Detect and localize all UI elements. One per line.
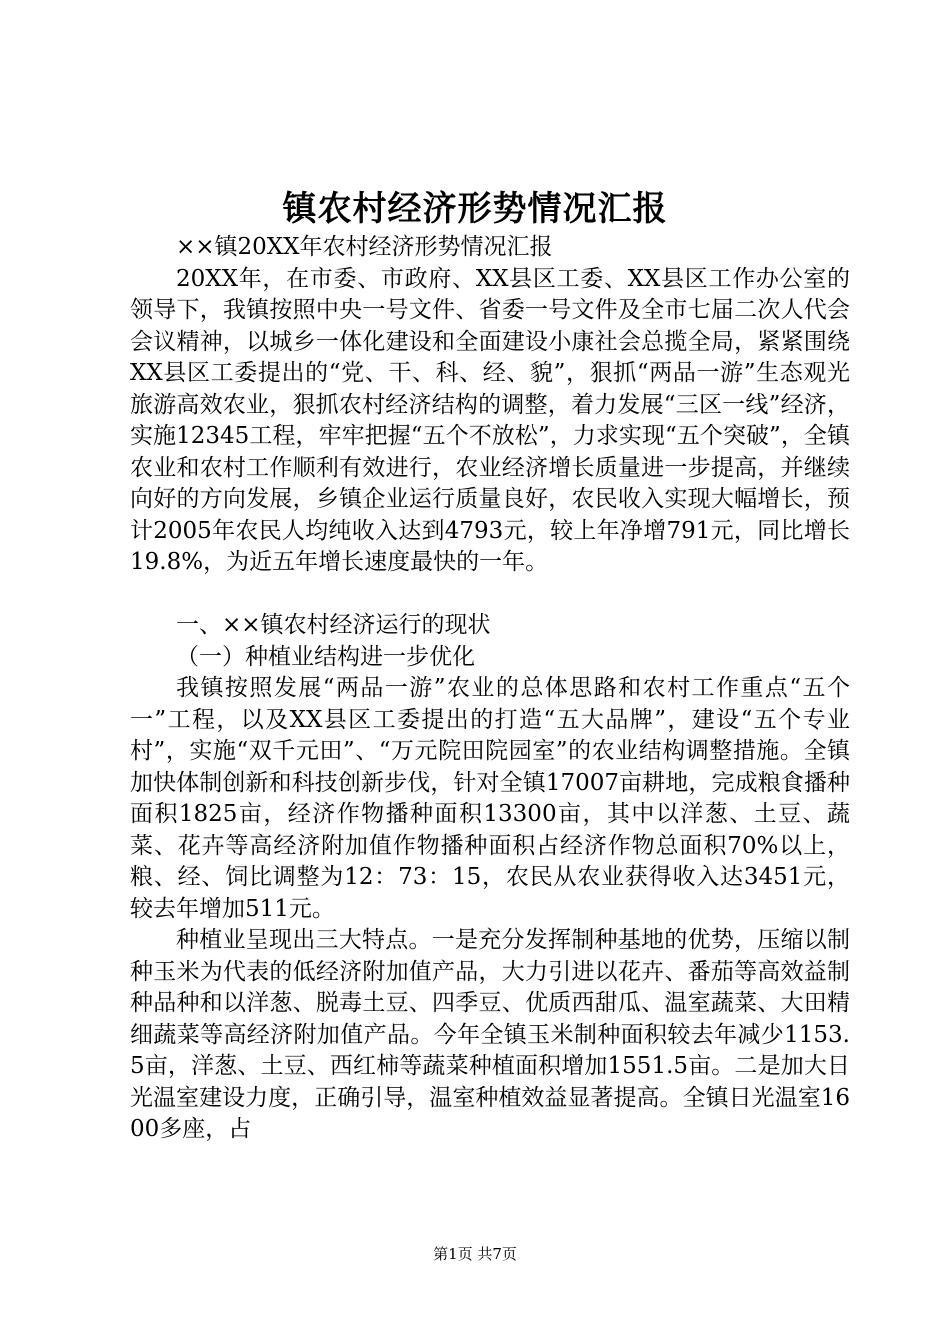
document-title: 镇农村经济形势情况汇报: [282, 189, 668, 229]
document-body: [130, 232, 850, 1146]
subsection-heading: （一）种植业结构进一步优化: [176, 643, 475, 670]
body-paragraph: 种植业呈现出三大特点。一是充分发挥制种基地的优势，压缩以制种玉米为代表的低经济附加值产品，大力引进以花卉、番茄等高效益制种品种和以洋葱、脱毒土豆、四季豆、优质西甜瓜、温室蔬菜、大田精细蔬菜等高经济附加值产品。今年全镇玉米制种面积较去年减少1153.5亩，洋葱、土豆、西红柿等蔬菜种植面积增加1551.5亩。二是加大日光温室建设力度，正确引导，温室种植效益显著提高。全镇日光温室1600多座，占: [130, 927, 850, 1142]
section-heading: 一、××镇农村经济运行的现状: [176, 612, 491, 638]
body-paragraph: 我镇按照发展“两品一游”农业的总体思路和农村工作重点“五个一”工程，以及XX县区工委提出的打造“五大品牌”，建设“五个专业村”，实施“双千元田”、“万元院田院园室”的农业结构调整措施。全镇加快体制创新和科技创新步伐，针对全镇17007亩耕地，完成粮食播种面积1825亩，经济作物播种面积13300亩，其中以洋葱、土豆、蔬菜、花卉等高经济附加值作物播种面积占经济作物总面积70%以上，粮、经、饲比调整为12：73：15，农民从农业获得收入达3451元，较去年增加511元。: [130, 675, 850, 922]
page-footer: 第1页 共7页: [433, 1245, 517, 1263]
paragraph-spacer: [130, 579, 850, 611]
subtitle-paragraph: ××镇20XX年农村经济形势情况汇报: [176, 234, 553, 260]
intro-paragraph: 20XX年，在市委、市政府、XX县区工委、XX县区工作办公室的领导下，我镇按照中央一号文件、省委一号文件及全市七届二次人代会会议精神，以城乡一体化建设和全面建设小康社会总揽全局，紧紧围绕XX县区工委提出的“党、干、科、经、貌”，狠抓“两品一游”生态观光旅游高效农业，狠抓农村经济结构的调整，着力发展“三区一线”经济，实施12345工程，牢牢把握“五个不放松”，力求实现“五个突破”，全镇农业和农村工作顺利有效进行，农业经济增长质量进一步提高，并继续向好的方向发展，乡镇企业运行质量良好，农民收入实现大幅增长，预计2005年农民人均纯收入达到4793元，较上年净增791元，同比增长19.8%，为近五年增长速度最快的一年。: [130, 265, 850, 575]
